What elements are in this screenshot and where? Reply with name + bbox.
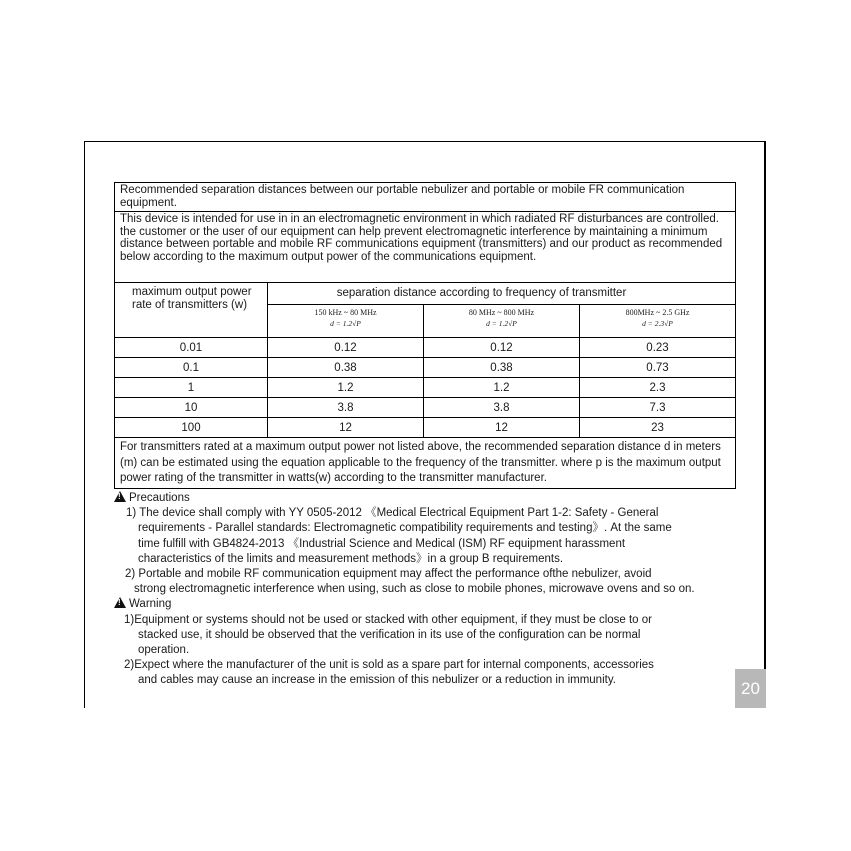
table-intro: This device is intended for use in in an electromagnetic environment in which radiated RF disturbances are controlled. the customer or the user of our equipment can help prevent electromagnetic interference by maintaining a minimum distance between portable and mobile RF communications equipment (transmitters) and our product as recommended below according to the maximum output power of the communications equipment.: [115, 212, 735, 283]
table-footer: For transmitters rated at a maximum output power not listed above, the recommended separation distance d in meters (m) can be estimated using the equation applicable to the frequency of the transmitter. where p is the maximum output power rating of the transmitter in watts(w) according to the transmitter manufacturer.: [120, 441, 721, 484]
table-cell: 10: [115, 398, 268, 417]
table-cell: 0.01: [115, 338, 268, 357]
separation-distance-table: [114, 182, 736, 489]
frequency-header-1: 150 kHz ~ 80 MHz d = 1.2√P: [268, 305, 424, 337]
table-row: [115, 398, 735, 418]
page-number: 20: [735, 669, 766, 708]
table-cell: 0.38: [424, 358, 580, 377]
table-cell: 0.1: [115, 358, 268, 377]
table-cell: 12: [424, 418, 580, 437]
notes-section: [114, 491, 764, 689]
table-cell: 7.3: [649, 402, 666, 414]
table-cell: 100: [115, 418, 268, 437]
table-row: [115, 418, 735, 438]
warning-line: operation.: [138, 644, 190, 657]
table-cell: 3.8: [268, 398, 424, 417]
precautions-heading: !Precautions: [114, 491, 764, 506]
table-cell: 0.73: [646, 362, 669, 374]
frequency-header-2: 80 MHz ~ 800 MHz d = 1.2√P: [424, 305, 580, 337]
table-cell: 12: [268, 418, 424, 437]
warning-line: stacked use, it should be observed that the verification in its use of the configuration can be normal: [138, 628, 641, 641]
table-row: [115, 338, 735, 358]
warning-triangle-icon: [114, 597, 126, 608]
precaution-line: strong electromagnetic interference when using, such as close to mobile phones, microwave ovens and so on.: [134, 583, 695, 596]
table-cell: 0.23: [646, 342, 669, 354]
table-cell: 3.8: [424, 398, 580, 417]
precaution-line: requirements - Parallel standards: Electromagnetic compatibility requirements and testing》. At the same: [138, 522, 672, 535]
warning-line: and cables may cause an increase in the emission of this nebulizer or a reduction in immunity.: [138, 674, 616, 687]
table-row: [115, 378, 735, 398]
frequency-header-row: [268, 305, 735, 337]
table-cell: 0.12: [268, 338, 424, 357]
separation-header-title: separation distance according to frequency of transmitter: [268, 283, 735, 305]
warning-line: 1)Equipment or systems should not be used or stacked with other equipment, if they must be close to or: [124, 613, 652, 626]
table-header-row: [115, 283, 735, 338]
precaution-line: 1) The device shall comply with YY 0505-2012 《Medical Electrical Equipment Part 1-2: Safety - General: [126, 507, 659, 520]
warning-heading: !Warning: [114, 597, 764, 612]
warning-triangle-icon: [114, 491, 126, 502]
power-column-header: maximum output power rate of transmitters (w): [115, 283, 268, 337]
table-cell: 1: [115, 378, 268, 397]
table-cell: 1.2: [424, 378, 580, 397]
frequency-header-3: 800MHz ~ 2.5 GHz d = 2.3√P: [625, 308, 690, 328]
precaution-line: characteristics of the limits and measurement methods》in a group B requirements.: [138, 552, 564, 565]
table-title: Recommended separation distances between our portable nebulizer and portable or mobile FR communication equipment.: [115, 183, 735, 212]
table-cell: 0.38: [268, 358, 424, 377]
precaution-line: time fulfill with GB4824-2013 《Industrial Science and Medical (ISM) RF equipment harassment: [138, 537, 626, 550]
table-cell: 1.2: [268, 378, 424, 397]
separation-header: [268, 283, 735, 337]
warning-line: 2)Expect where the manufacturer of the unit is sold as a spare part for internal components, accessories: [124, 659, 654, 672]
table-cell: 23: [651, 422, 664, 434]
table-row: [115, 358, 735, 378]
table-cell: 0.12: [424, 338, 580, 357]
precaution-line: 2) Portable and mobile RF communication equipment may affect the performance ofthe nebulizer, avoid: [125, 568, 652, 581]
table-cell: 2.3: [649, 382, 666, 394]
